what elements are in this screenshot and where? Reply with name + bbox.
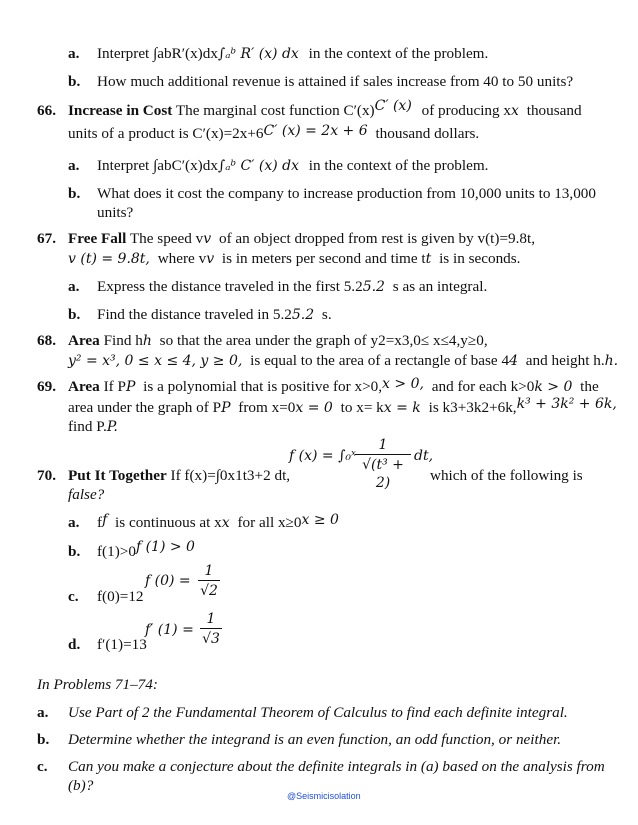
p68-l2-var: 4 xyxy=(509,353,518,369)
p67-l2-tail: is in seconds. xyxy=(439,250,521,267)
p66-a-inline: Interpret ∫abC′(x)dx xyxy=(97,157,218,174)
p69-l1-mid2: and for each k>0 xyxy=(431,378,535,395)
p66-number: 66. xyxy=(37,102,56,119)
p70-a-mid2: for all x≥0 xyxy=(237,514,302,531)
p69-l2-mid3: is k3+3k2+6k, xyxy=(428,399,517,416)
p66-l2-math: C′ (x) = 2x + 6 xyxy=(263,123,368,139)
p69-line3 xyxy=(68,416,118,438)
p69-title: Area xyxy=(68,378,100,395)
p70-l1-pre: If f(x)=∫0x1t3+2 dt, xyxy=(170,467,291,484)
p67-l2-var2: t xyxy=(425,251,432,267)
p70-display-den: √(t³ + 2) xyxy=(362,457,404,491)
p68-l1-var: h xyxy=(142,333,152,349)
p66-a-math: ∫ₐᵇ C′ (x) dx xyxy=(217,158,299,174)
p69-l1-var: P xyxy=(125,379,136,395)
p70-display-bar xyxy=(355,454,411,455)
p67-l2-var: v xyxy=(206,251,215,267)
instruction-c-line1: Can you make a conjecture about the definite integrals in (a) based on the analysis from xyxy=(68,758,605,775)
p70-display-fraction xyxy=(355,437,411,492)
p66-l2-tail: thousand dollars. xyxy=(375,125,480,142)
p69-l2-math3: k³ + 3k² + 6k, xyxy=(516,396,617,412)
p70-d-text: f′(1)=13 xyxy=(97,636,147,653)
p67-b-math: 5.2 xyxy=(291,307,315,323)
p70-a-text xyxy=(97,512,339,534)
p70-a-pre: f xyxy=(97,514,103,531)
instruction-a-label: a. xyxy=(37,704,49,721)
p68-title: Area xyxy=(68,332,100,349)
p70-d-den: √3 xyxy=(202,631,220,647)
p66-b-label: b. xyxy=(68,185,81,202)
p67-a-label: a. xyxy=(68,278,80,295)
p67-b-text xyxy=(97,304,332,326)
p70-b-math: f (1) > 0 xyxy=(135,539,195,555)
p67-line2 xyxy=(68,248,520,270)
p68-l1-pre: Find h xyxy=(103,332,143,349)
p69-l1-pre: If P xyxy=(103,378,126,395)
p69-l1-math2: k > 0 xyxy=(534,379,573,395)
p70-c-math: f (0) = xyxy=(145,573,191,589)
instruction-c-label: c. xyxy=(37,758,48,775)
p66-l1-math: C′ (x) xyxy=(374,98,412,114)
p66-l1-tail: thousand xyxy=(526,102,582,119)
p66-b-line2: units? xyxy=(97,204,134,221)
p66-l2-pre: units of a product is C′(x)=2x+6 xyxy=(68,125,264,142)
p69-line1 xyxy=(68,376,599,398)
p65-a-inline: Interpret ∫abR′(x)dx xyxy=(97,45,218,62)
p69-l2-var: P xyxy=(221,400,231,416)
p67-l2-mid: is in meters per second and time t xyxy=(221,250,426,267)
p69-l2-pre: area under the graph of P xyxy=(68,399,222,416)
p67-l1-var: v xyxy=(203,231,212,247)
p66-l1-mid: of producing x xyxy=(421,102,512,119)
p70-line1 xyxy=(68,465,290,486)
p67-number: 67. xyxy=(37,230,56,247)
p65-a-tail: in the context of the problem. xyxy=(308,45,489,62)
p69-l2-mid2: to x= k xyxy=(340,399,384,416)
p70-b-text xyxy=(97,541,195,563)
p66-a-text xyxy=(97,155,488,177)
p70-a-var2: x xyxy=(221,515,230,531)
p70-d-math: f′ (1) = xyxy=(145,622,194,638)
p70-d-label: d. xyxy=(68,636,81,653)
p70-a-label: a. xyxy=(68,514,80,531)
p70-d-fraction xyxy=(200,611,222,648)
p70-title: Put It Together xyxy=(68,467,167,484)
p67-b-pre: Find the distance traveled in 5.2 xyxy=(97,306,292,323)
p65-b-label: b. xyxy=(68,73,81,90)
p69-l2-math: x = 0 xyxy=(295,400,333,416)
p68-l1-tail: so that the area under the graph of y2=x3,0≤ x≤4,y≥0, xyxy=(159,332,488,349)
p66-title: Increase in Cost xyxy=(68,102,173,119)
p66-a-label: a. xyxy=(68,157,80,174)
p66-a-tail: in the context of the problem. xyxy=(308,157,489,174)
p69-l2-mid: from x=0 xyxy=(238,399,296,416)
p69-l1-math: x > 0, xyxy=(382,376,424,392)
p70-line2: false? xyxy=(68,486,105,503)
p68-line1 xyxy=(68,330,488,352)
p70-d-bar xyxy=(200,628,222,629)
p70-a-math: x ≥ 0 xyxy=(301,512,339,528)
p67-b-label: b. xyxy=(68,306,81,323)
p67-l1-pre: The speed v xyxy=(129,230,204,247)
p70-c-text: f(0)=12 xyxy=(97,588,144,605)
p66-line1 xyxy=(68,100,582,122)
p65-b-text: How much additional revenue is attained if sales increase from 40 to 50 units? xyxy=(97,73,574,90)
p70-d-num: 1 xyxy=(206,611,216,627)
p67-l1-tail: of an object dropped from rest is given by v(t)=9.8t, xyxy=(218,230,536,247)
problems-intro: In Problems 71–74: xyxy=(37,676,158,693)
p69-l3-pre: find P. xyxy=(68,418,107,435)
p69-l1-mid: is a polynomial that is positive for x>0, xyxy=(143,378,383,395)
instruction-a-text: Use Part of 2 the Fundamental Theorem of Calculus to find each definite integral. xyxy=(68,704,568,721)
p67-b-tail: s. xyxy=(321,306,332,323)
p66-b-line1: What does it cost the company to increase production from 10,000 units to 13,000 xyxy=(97,185,596,202)
p70-c-fraction xyxy=(198,563,220,600)
p67-a-pre: Express the distance traveled in the first 5.2 xyxy=(97,278,363,295)
p70-b-pre: f(1)>0 xyxy=(97,543,136,560)
p67-l2-math: v (t) = 9.8t, xyxy=(68,251,150,267)
p67-title: Free Fall xyxy=(68,230,127,247)
p67-a-math: 5.2 xyxy=(362,279,385,295)
p68-l2-math: y² = x³, 0 ≤ x ≤ 4, y ≥ 0, xyxy=(68,353,243,369)
p68-l2-tail: and height h. xyxy=(525,352,605,369)
instruction-b-label: b. xyxy=(37,731,50,748)
p69-l2-math2: x = k xyxy=(383,400,421,416)
p68-l2-mid: is equal to the area of a rectangle of base 4 xyxy=(250,352,510,369)
p66-line2 xyxy=(68,123,479,145)
p70-c-den: √2 xyxy=(200,583,218,599)
p68-l2-var2: h. xyxy=(604,353,619,369)
p67-a-tail: s as an integral. xyxy=(392,278,488,295)
p70-b-label: b. xyxy=(68,543,81,560)
p70-c-bar xyxy=(198,580,220,581)
instruction-b-text: Determine whether the integrand is an even function, an odd function, or neither. xyxy=(68,731,562,748)
p70-l1-tail: which of the following is xyxy=(430,467,583,484)
watermark: @Seismicisolation xyxy=(287,791,361,801)
p70-number: 70. xyxy=(37,467,56,484)
p65-a-label: a. xyxy=(68,45,80,62)
p69-line2 xyxy=(68,397,617,419)
p66-l1-pre: The marginal cost function C′(x) xyxy=(175,102,375,119)
p70-a-var: f xyxy=(102,512,108,528)
p70-display-tail: dt, xyxy=(414,448,434,464)
p67-line1 xyxy=(68,228,535,250)
p68-line2 xyxy=(68,350,618,372)
p70-display-lhs: f (x) = ∫₀ˣ xyxy=(289,448,356,464)
p70-c-label: c. xyxy=(68,588,79,605)
p65-a-math: ∫ₐᵇ R′ (x) dx xyxy=(217,46,299,62)
p70-c-num: 1 xyxy=(204,563,214,579)
p70-display-num: 1 xyxy=(378,437,388,453)
p67-l2-pre: where v xyxy=(157,250,207,267)
p65-a-text xyxy=(97,43,488,65)
p66-l1-var: x xyxy=(511,103,519,119)
p70-a-mid: is continuous at x xyxy=(115,514,222,531)
p69-l3-var: P. xyxy=(106,419,118,435)
p69-l1-tail: the xyxy=(580,378,599,395)
instruction-c-line2: (b)? xyxy=(68,777,94,794)
p67-a-text xyxy=(97,276,487,298)
p69-number: 69. xyxy=(37,378,56,395)
p68-number: 68. xyxy=(37,332,56,349)
